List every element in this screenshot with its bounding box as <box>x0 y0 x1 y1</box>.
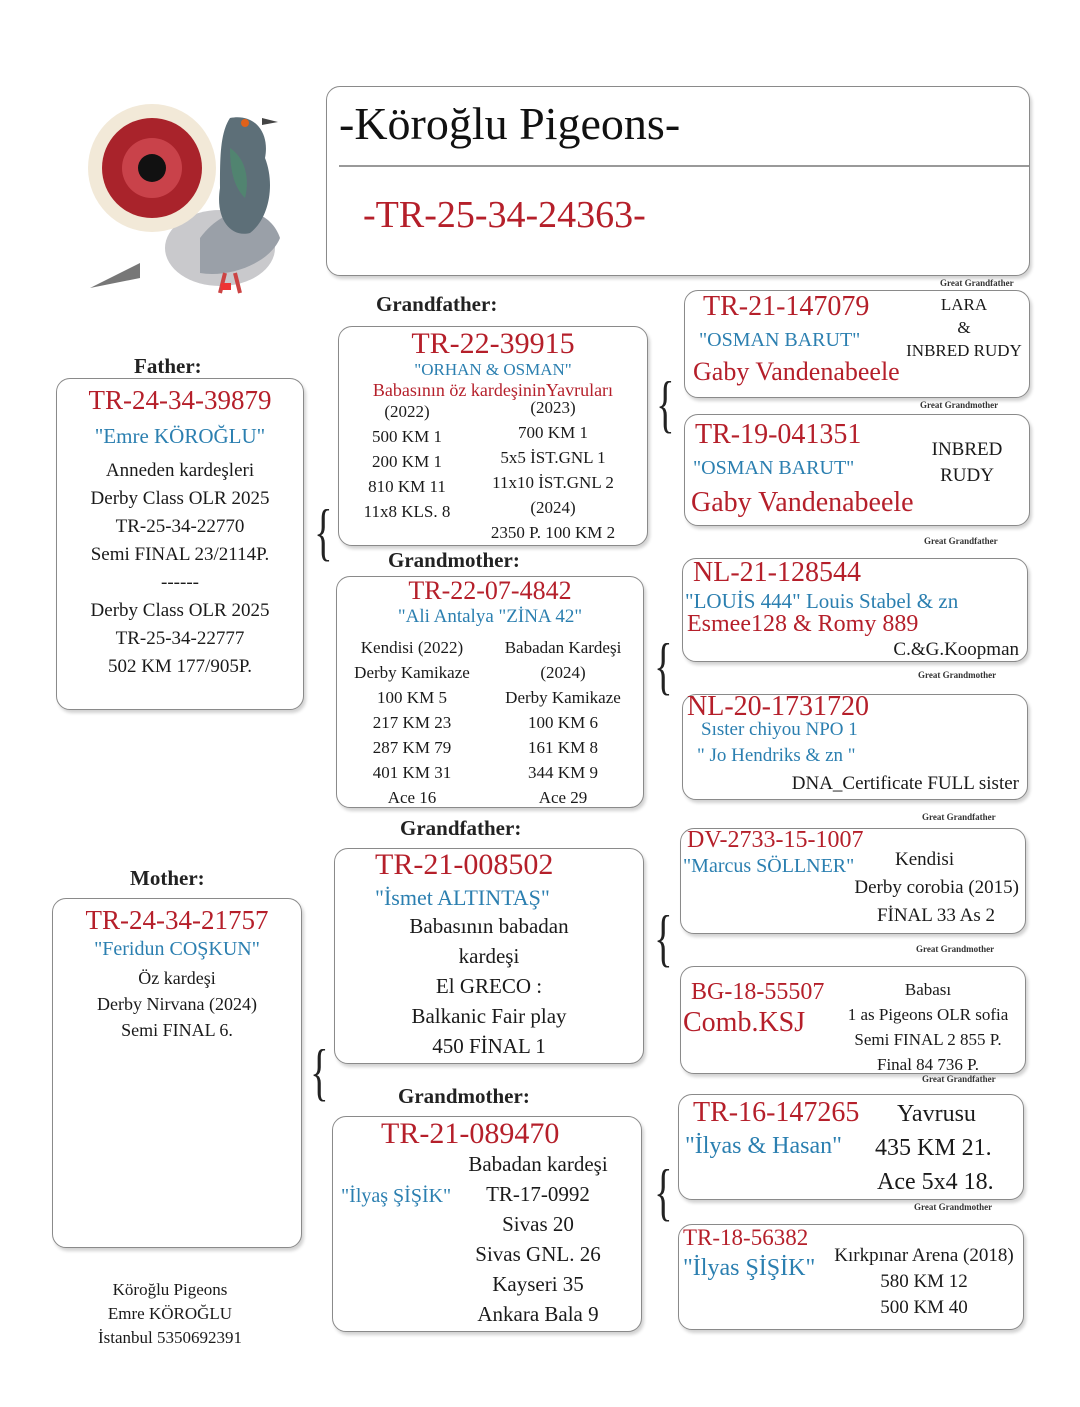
mother-label: Mother: <box>130 866 205 890</box>
note-line: Kayseri 35 <box>492 1272 584 1296</box>
brace-mother: { <box>310 1036 329 1107</box>
father-notes <box>57 457 303 681</box>
note-line: Balkanic Fair play <box>411 1004 567 1028</box>
footer-contact <box>70 1278 270 1350</box>
note-line: Semi FINAL 23/2114P. <box>90 544 270 565</box>
ggp-box-2 <box>684 414 1030 526</box>
gf1-box <box>338 326 648 546</box>
mother-owner: "Feridun COŞKUN" <box>94 938 260 960</box>
ggp-tag: Great Grandmother <box>916 944 995 954</box>
gm1-ring: TR-22-07-4842 <box>408 576 572 605</box>
father-owner: "Emre KÖROĞLU" <box>94 424 266 448</box>
gf2-box <box>334 848 644 1064</box>
header-box <box>326 86 1030 276</box>
brace-father: { <box>314 496 333 567</box>
stat-line: Derby Kamikaze <box>354 663 470 682</box>
ggp-side: DNA_Certificate FULL sister <box>791 773 1019 794</box>
side-line: Kırkpınar Arena (2018) <box>834 1245 1014 1266</box>
note-line: El GRECO : <box>435 974 543 998</box>
gf2-notes <box>335 911 643 1061</box>
stat-line: (2024) <box>530 498 576 517</box>
gf1-subtitle: Babasının öz kardeşininYavruları <box>372 380 614 400</box>
gf2-label: Grandfather: <box>400 816 522 840</box>
ggp-side: FİNAL 33 As 2 <box>876 905 995 926</box>
stat-line: Derby Kamikaze <box>505 688 621 707</box>
ggp-owner: "İlyas ŞİŞİK" <box>683 1255 816 1281</box>
ggp-owner: "Marcus SÖLLNER" <box>683 855 855 877</box>
stat-line: 100 KM 5 <box>377 688 447 707</box>
footer-line: İstanbul 5350692391 <box>97 1328 243 1347</box>
ggp-name: Esmee128 & Romy 889 <box>687 611 919 637</box>
side-line: Semi FINAL 2 855 P. <box>854 1030 1002 1049</box>
ggp-owner: "İlyas & Hasan" <box>685 1133 842 1159</box>
ggp-box-6 <box>680 966 1026 1074</box>
ggp-side: 435 KM 21. <box>875 1135 992 1161</box>
brace-gf1: { <box>656 368 675 439</box>
gf1-left-col <box>345 399 469 524</box>
brace-gf2: { <box>654 902 673 973</box>
note-line: 450 FİNAL 1 <box>432 1034 546 1058</box>
ggp-ring: TR-19-041351 <box>695 419 862 450</box>
side-line: Final 84 736 P. <box>876 1055 980 1074</box>
gm2-label: Grandmother: <box>398 1084 530 1108</box>
page-title: -Köroğlu Pigeons- <box>339 98 681 149</box>
note-line: ------ <box>161 572 199 593</box>
ggp-side <box>825 1243 1023 1321</box>
note-line: 502 KM 177/905P. <box>107 656 253 677</box>
stat-line: (2022) <box>384 402 430 421</box>
note-line: Semi FINAL 6. <box>121 1020 233 1040</box>
gm1-left-col <box>339 635 485 810</box>
side-line: RUDY <box>940 465 994 486</box>
ggp-ring: NL-20-1731720 <box>687 691 869 722</box>
note-line: Öz kardeşi <box>138 968 216 988</box>
stat-line: 11x8 KLS. 8 <box>363 502 451 521</box>
gf1-label: Grandfather: <box>376 292 498 316</box>
pigeon-illustration <box>80 88 300 308</box>
mother-notes <box>53 965 301 1043</box>
stat-line: 100 KM 6 <box>528 713 598 732</box>
side-line: 580 KM 12 <box>880 1271 968 1292</box>
gm2-notes <box>463 1149 613 1329</box>
gm1-label: Grandmother: <box>388 548 520 572</box>
stat-line: 161 KM 8 <box>528 738 598 757</box>
ggp-box-5 <box>680 828 1026 934</box>
stat-line: Kendisi (2022) <box>360 638 464 657</box>
note-line: Ankara Bala 9 <box>477 1302 599 1326</box>
gf1-right-col <box>467 395 639 545</box>
ggp-owner: Sıster chiyou NPO 1 <box>701 719 858 740</box>
ggp-ring: TR-18-56382 <box>683 1225 809 1250</box>
ggp-side: Kendisi <box>895 849 955 870</box>
note-line: Sivas 20 <box>502 1212 574 1236</box>
stat-line: 217 KM 23 <box>372 713 452 732</box>
stat-line: 200 KM 1 <box>372 452 442 471</box>
pigeon-icon <box>80 88 300 308</box>
side-line: INBRED <box>931 439 1003 460</box>
gm1-right-col <box>487 635 639 810</box>
gm2-box <box>332 1116 642 1332</box>
stat-line: 2350 P. 100 KM 2 <box>490 523 616 542</box>
stat-line: Babadan Kardeşi <box>504 638 622 657</box>
ggp-tag: Great Grandfather <box>922 812 996 822</box>
stat-line: 500 KM 1 <box>372 427 442 446</box>
ggp-side: C.&G.Koopman <box>893 639 1019 660</box>
ggp-ring: NL-21-128544 <box>693 557 861 588</box>
note-line: kardeşi <box>458 944 520 968</box>
ggp-owner: "OSMAN BARUT" <box>699 329 861 351</box>
ggp-box-8 <box>678 1224 1024 1330</box>
ggp-ring: TR-16-147265 <box>693 1097 860 1128</box>
gf2-owner: "İsmet ALTINTAŞ" <box>375 885 550 910</box>
main-ring-number: -TR-25-34-24363- <box>363 194 646 236</box>
side-line: Babası <box>904 980 952 999</box>
ggp-name: " Jo Hendriks & zn " <box>697 745 856 766</box>
ggp-box-3 <box>682 558 1028 662</box>
note-line: Derby Class OLR 2025 <box>90 600 270 621</box>
ggp-tag: Great Grandfather <box>940 278 1014 288</box>
stat-line: 11x10 İST.GNL 2 <box>492 473 614 492</box>
divider <box>339 165 1029 167</box>
mother-box <box>52 898 302 1248</box>
stat-line: 810 KM 11 <box>368 477 446 496</box>
gm1-box <box>336 576 644 808</box>
ggp-owner: "LOUİS 444" Louis Stabel & zn <box>685 589 959 613</box>
gf1-owner: "ORHAN & OSMAN" <box>414 360 572 379</box>
note-line: TR-17-0992 <box>486 1182 590 1206</box>
ggp-side <box>905 437 1029 489</box>
stat-line: (2024) <box>540 663 586 682</box>
stat-line: Ace 29 <box>538 788 588 807</box>
ggp-name: Gaby Vandenabeele <box>691 487 914 518</box>
side-line: & <box>957 318 971 337</box>
ggp-side: Ace 5x4 18. <box>877 1169 994 1195</box>
ggp-owner: "OSMAN BARUT" <box>693 457 855 479</box>
father-ring: TR-24-34-39879 <box>88 385 272 415</box>
ggp-name: Gaby Vandenabeele <box>693 357 900 386</box>
stat-line: 700 KM 1 <box>518 423 588 442</box>
side-line: LARA <box>940 295 988 314</box>
footer-line: Emre KÖROĞLU <box>107 1304 233 1323</box>
ggp-side <box>831 977 1025 1077</box>
note-line: Derby Nirvana (2024) <box>97 994 257 1014</box>
gf2-ring: TR-21-008502 <box>375 848 554 881</box>
ggp-box-7 <box>678 1094 1024 1200</box>
mother-ring: TR-24-34-21757 <box>85 905 269 935</box>
stat-line: 344 KM 9 <box>528 763 598 782</box>
brace-gm2: { <box>654 1156 673 1227</box>
ggp-side <box>899 293 1029 362</box>
ggp-ring: BG-18-55507 <box>691 979 825 1005</box>
stat-line: 287 KM 79 <box>372 738 452 757</box>
side-line: INBRED RUDY <box>906 341 1022 360</box>
note-line: TR-25-34-22770 <box>115 516 245 537</box>
note-line: Anneden kardeşleri <box>105 460 255 481</box>
stat-line: 401 KM 31 <box>372 763 452 782</box>
ggp-tag: Great Grandmother <box>920 400 999 410</box>
ggp-name: Comb.KSJ <box>683 1007 806 1038</box>
note-line: Derby Class OLR 2025 <box>90 488 270 509</box>
note-line: Babadan kardeşi <box>468 1152 608 1176</box>
footer-line: Köroğlu Pigeons <box>112 1280 228 1299</box>
note-line: Babasının babadan <box>409 914 569 938</box>
ggp-tag: Great Grandmother <box>918 670 997 680</box>
ggp-box-4 <box>682 691 1028 800</box>
gm2-owner: "İlyaş ŞİŞİK" <box>341 1185 452 1207</box>
father-box <box>56 378 304 710</box>
side-line: 1 as Pigeons OLR sofia <box>847 1005 1009 1024</box>
father-label: Father: <box>134 354 202 378</box>
gf1-ring: TR-22-39915 <box>411 327 575 360</box>
gm2-ring: TR-21-089470 <box>381 1117 560 1150</box>
gm1-owner: "Ali Antalya "ZİNA 42" <box>397 606 583 627</box>
ggp-side: Yavrusu <box>897 1101 976 1127</box>
stat-line: 5x5 İST.GNL 1 <box>500 448 606 467</box>
side-line: 500 KM 40 <box>880 1297 968 1318</box>
ggp-side: Derby corobia (2015) <box>854 877 1019 898</box>
ggp-box-1 <box>684 290 1030 398</box>
stat-line: (2023) <box>530 398 576 417</box>
ggp-tag: Great Grandmother <box>914 1202 993 1212</box>
stat-line: Ace 16 <box>387 788 437 807</box>
ggp-tag: Great Grandfather <box>924 536 998 546</box>
brace-gm1: { <box>654 630 673 701</box>
ggp-ring: TR-21-147079 <box>703 291 870 322</box>
note-line: TR-25-34-22777 <box>115 628 245 649</box>
note-line: Sivas GNL. 26 <box>475 1242 601 1266</box>
ggp-ring: DV-2733-15-1007 <box>687 827 864 853</box>
ggp-tag: Great Grandfather <box>922 1074 996 1084</box>
